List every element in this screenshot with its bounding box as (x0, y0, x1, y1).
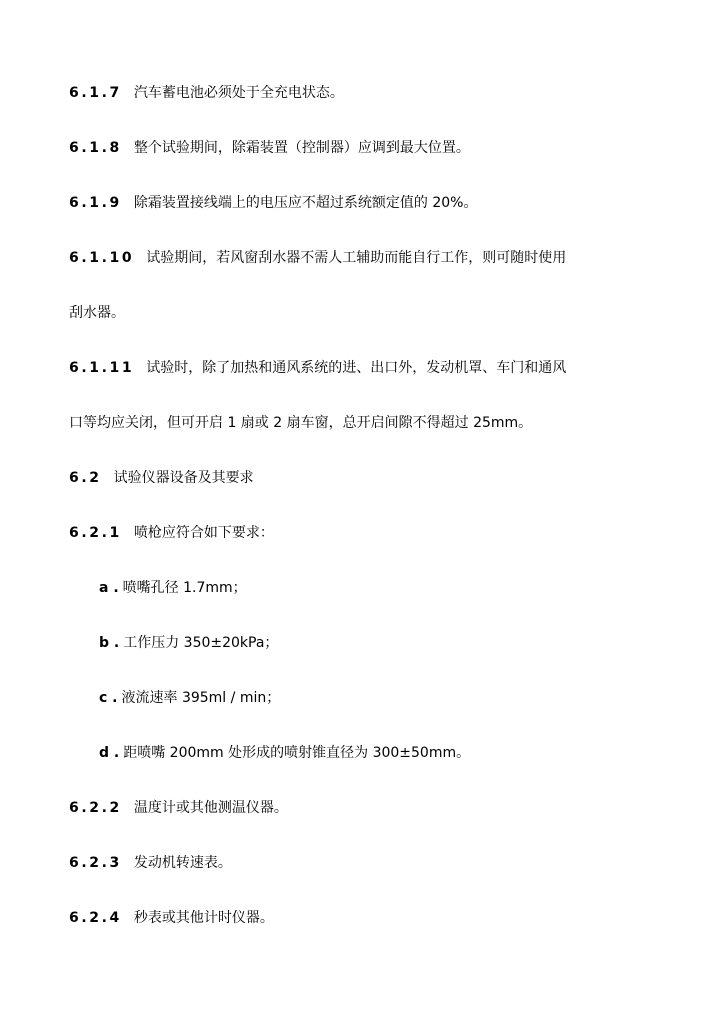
clause-text: 秒表或其他计时仪器。 (133, 910, 274, 926)
clause-text: 试验时，除了加热和通风系统的进、出口外，发动机罩、车门和通风 (146, 360, 567, 376)
clause-number: 6.1.9 (69, 195, 122, 211)
clause-text: 发动机转速表。 (133, 855, 232, 871)
clause-6-1-9 (69, 192, 684, 214)
list-item-a (99, 577, 684, 599)
clause-6-1-11 (69, 357, 684, 379)
clause-6-2-4 (69, 907, 684, 929)
clause-text: 整个试验期间，除霜装置（控制器）应调到最大位置。 (133, 140, 470, 156)
clause-number: 6.2.4 (69, 910, 122, 926)
clause-6-1-8 (69, 137, 684, 159)
list-item-d (99, 742, 684, 764)
clause-6-2-2 (69, 797, 684, 819)
list-text: 喷嘴孔径 1.7mm； (122, 580, 247, 596)
clause-6-1-11-continued (69, 412, 684, 434)
clause-number: 6.1.11 (69, 360, 135, 376)
list-text: 距喷嘴 200mm 处形成的喷射锥直径为 300±50mm。 (123, 745, 471, 761)
clause-6-1-10 (69, 247, 684, 269)
clause-number: 6.1.10 (69, 250, 135, 266)
clause-6-2-1 (69, 522, 684, 544)
clause-text: 刮水器。 (69, 305, 125, 321)
list-marker: a . (99, 580, 119, 596)
clause-text: 试验期间，若风窗刮水器不需人工辅助而能自行工作，则可随时使用 (146, 250, 567, 266)
clause-number: 6.2.2 (69, 800, 122, 816)
list-text: 液流速率 395ml / min； (121, 690, 281, 706)
clause-number: 6.1.8 (69, 140, 122, 156)
section-6-2-heading (69, 467, 684, 489)
list-text: 工作压力 350±20kPa； (123, 635, 279, 651)
clause-6-2-3 (69, 852, 684, 874)
list-marker: c . (99, 690, 118, 706)
list-marker: b . (99, 635, 120, 651)
section-number: 6.2 (69, 470, 102, 486)
clause-text: 汽车蓄电池必须处于全充电状态。 (133, 85, 344, 101)
clause-text: 除霜装置接线端上的电压应不超过系统额定值的 20%。 (133, 195, 478, 211)
clause-6-1-10-continued (69, 302, 684, 324)
clause-number: 6.1.7 (69, 85, 122, 101)
clause-number: 6.2.3 (69, 855, 122, 871)
section-title: 试验仪器设备及其要求 (113, 470, 254, 486)
clause-text: 温度计或其他测温仪器。 (133, 800, 288, 816)
clause-text: 口等均应关闭，但可开启 1 扇或 2 扇车窗，总开启间隙不得超过 25mm。 (69, 415, 533, 431)
list-marker: d . (99, 745, 120, 761)
clause-text: 喷枪应符合如下要求： (133, 525, 274, 541)
clause-6-1-7 (69, 82, 684, 104)
list-item-b (99, 632, 684, 654)
clause-number: 6.2.1 (69, 525, 122, 541)
list-item-c (99, 687, 684, 709)
